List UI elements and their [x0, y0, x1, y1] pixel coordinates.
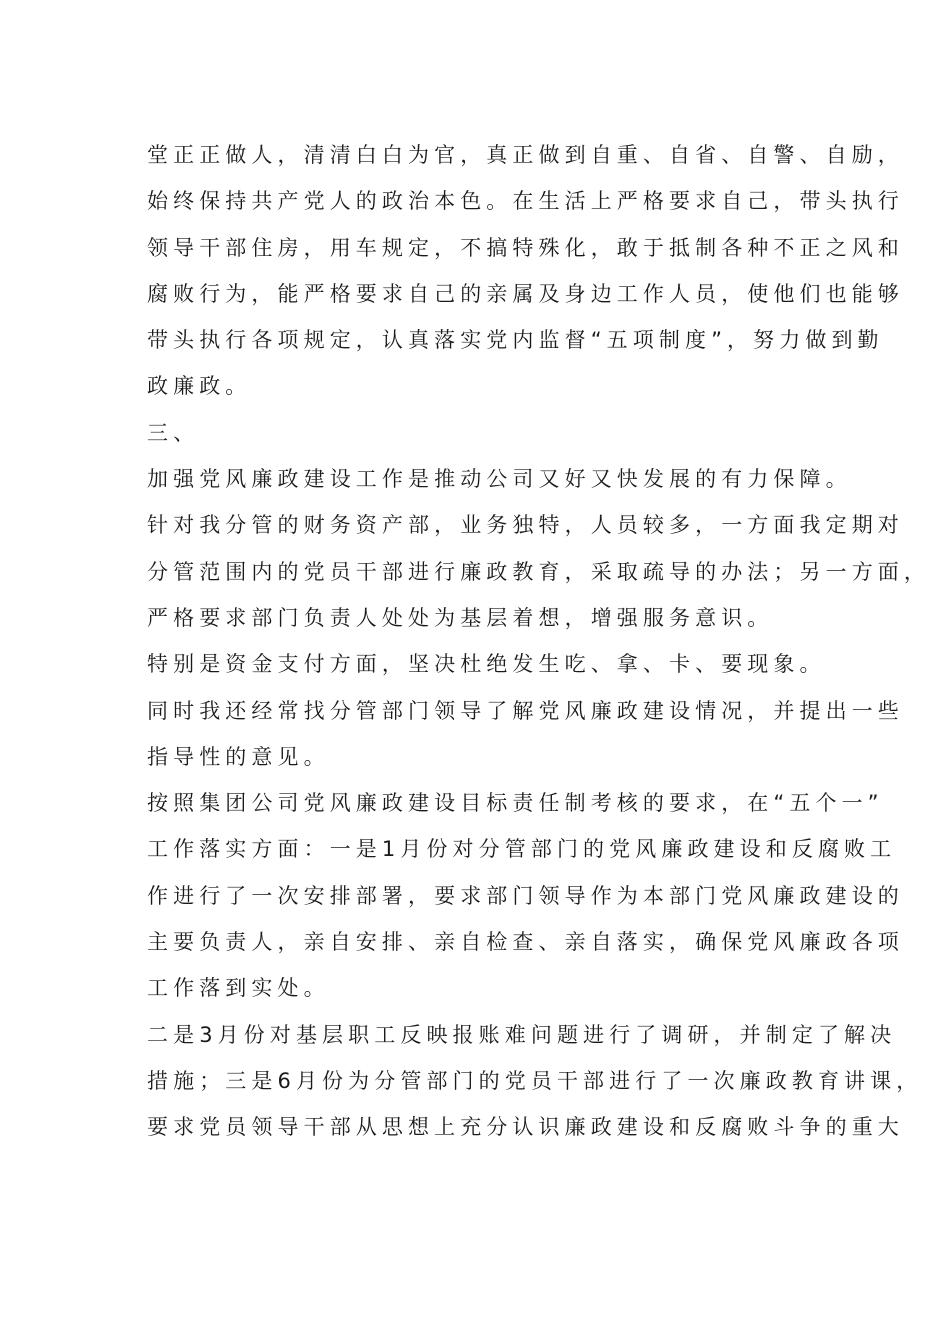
text-line: 加强党风廉政建设工作是推动公司又好又快发展的有力保障。 — [147, 467, 852, 492]
text-line: 严格要求部门负责人处处为基层着想，增强服务意识。 — [147, 605, 774, 630]
text-line: 带头执行各项规定，认真落实党内监督“五项制度”，努力做到勤 — [147, 328, 884, 353]
text-line: 要求党员领导干部从思想上充分认识廉政建设和反腐败斗争的重大 — [147, 1115, 904, 1140]
text-line: 三、 — [147, 420, 200, 445]
text-line: 作进行了一次安排部署，要求部门领导作为本部门党风廉政建设的 — [147, 883, 904, 908]
text-line: 主要负责人，亲自安排、亲自检查、亲自落实，确保党风廉政各项 — [147, 930, 904, 955]
document-body — [147, 132, 930, 1151]
text-line: 始终保持共产党人的政治本色。在生活上严格要求自己，带头执行 — [147, 189, 904, 214]
text-line: 措施；三是6月份为分管部门的党员干部进行了一次廉政教育讲课， — [147, 1068, 923, 1093]
text-line: 按照集团公司党风廉政建设目标责任制考核的要求，在“五个一” — [147, 791, 884, 816]
text-line: 特别是资金支付方面，坚决杜绝发生吃、拿、卡、要现象。 — [147, 652, 826, 677]
text-line: 二是3月份对基层职工反映报账难问题进行了调研，并制定了解决 — [147, 1022, 897, 1047]
text-line: 堂正正做人，清清白白为官，真正做到自重、自省、自警、自励， — [147, 143, 904, 167]
text-line: 领导干部住房，用车规定，不搞特殊化，敢于抵制各种不正之风和 — [147, 235, 904, 260]
text-line: 针对我分管的财务资产部，业务独特，人员较多，一方面我定期对 — [147, 513, 904, 538]
text-line: 工作落到实处。 — [147, 976, 330, 1001]
text-line: 工作落实方面：一是1月份对分管部门的党风廉政建设和反腐败工 — [147, 837, 897, 862]
text-line: 同时我还经常找分管部门领导了解党风廉政建设情况，并提出一些 — [147, 698, 904, 723]
text-line: 政廉政。 — [147, 374, 252, 399]
text-line: 指导性的意见。 — [147, 744, 330, 769]
text-line: 腐败行为，能严格要求自己的亲属及身边工作人员，使他们也能够 — [147, 281, 904, 306]
text-line: 分管范围内的党员干部进行廉政教育，采取疏导的办法；另一方面， — [147, 559, 930, 584]
